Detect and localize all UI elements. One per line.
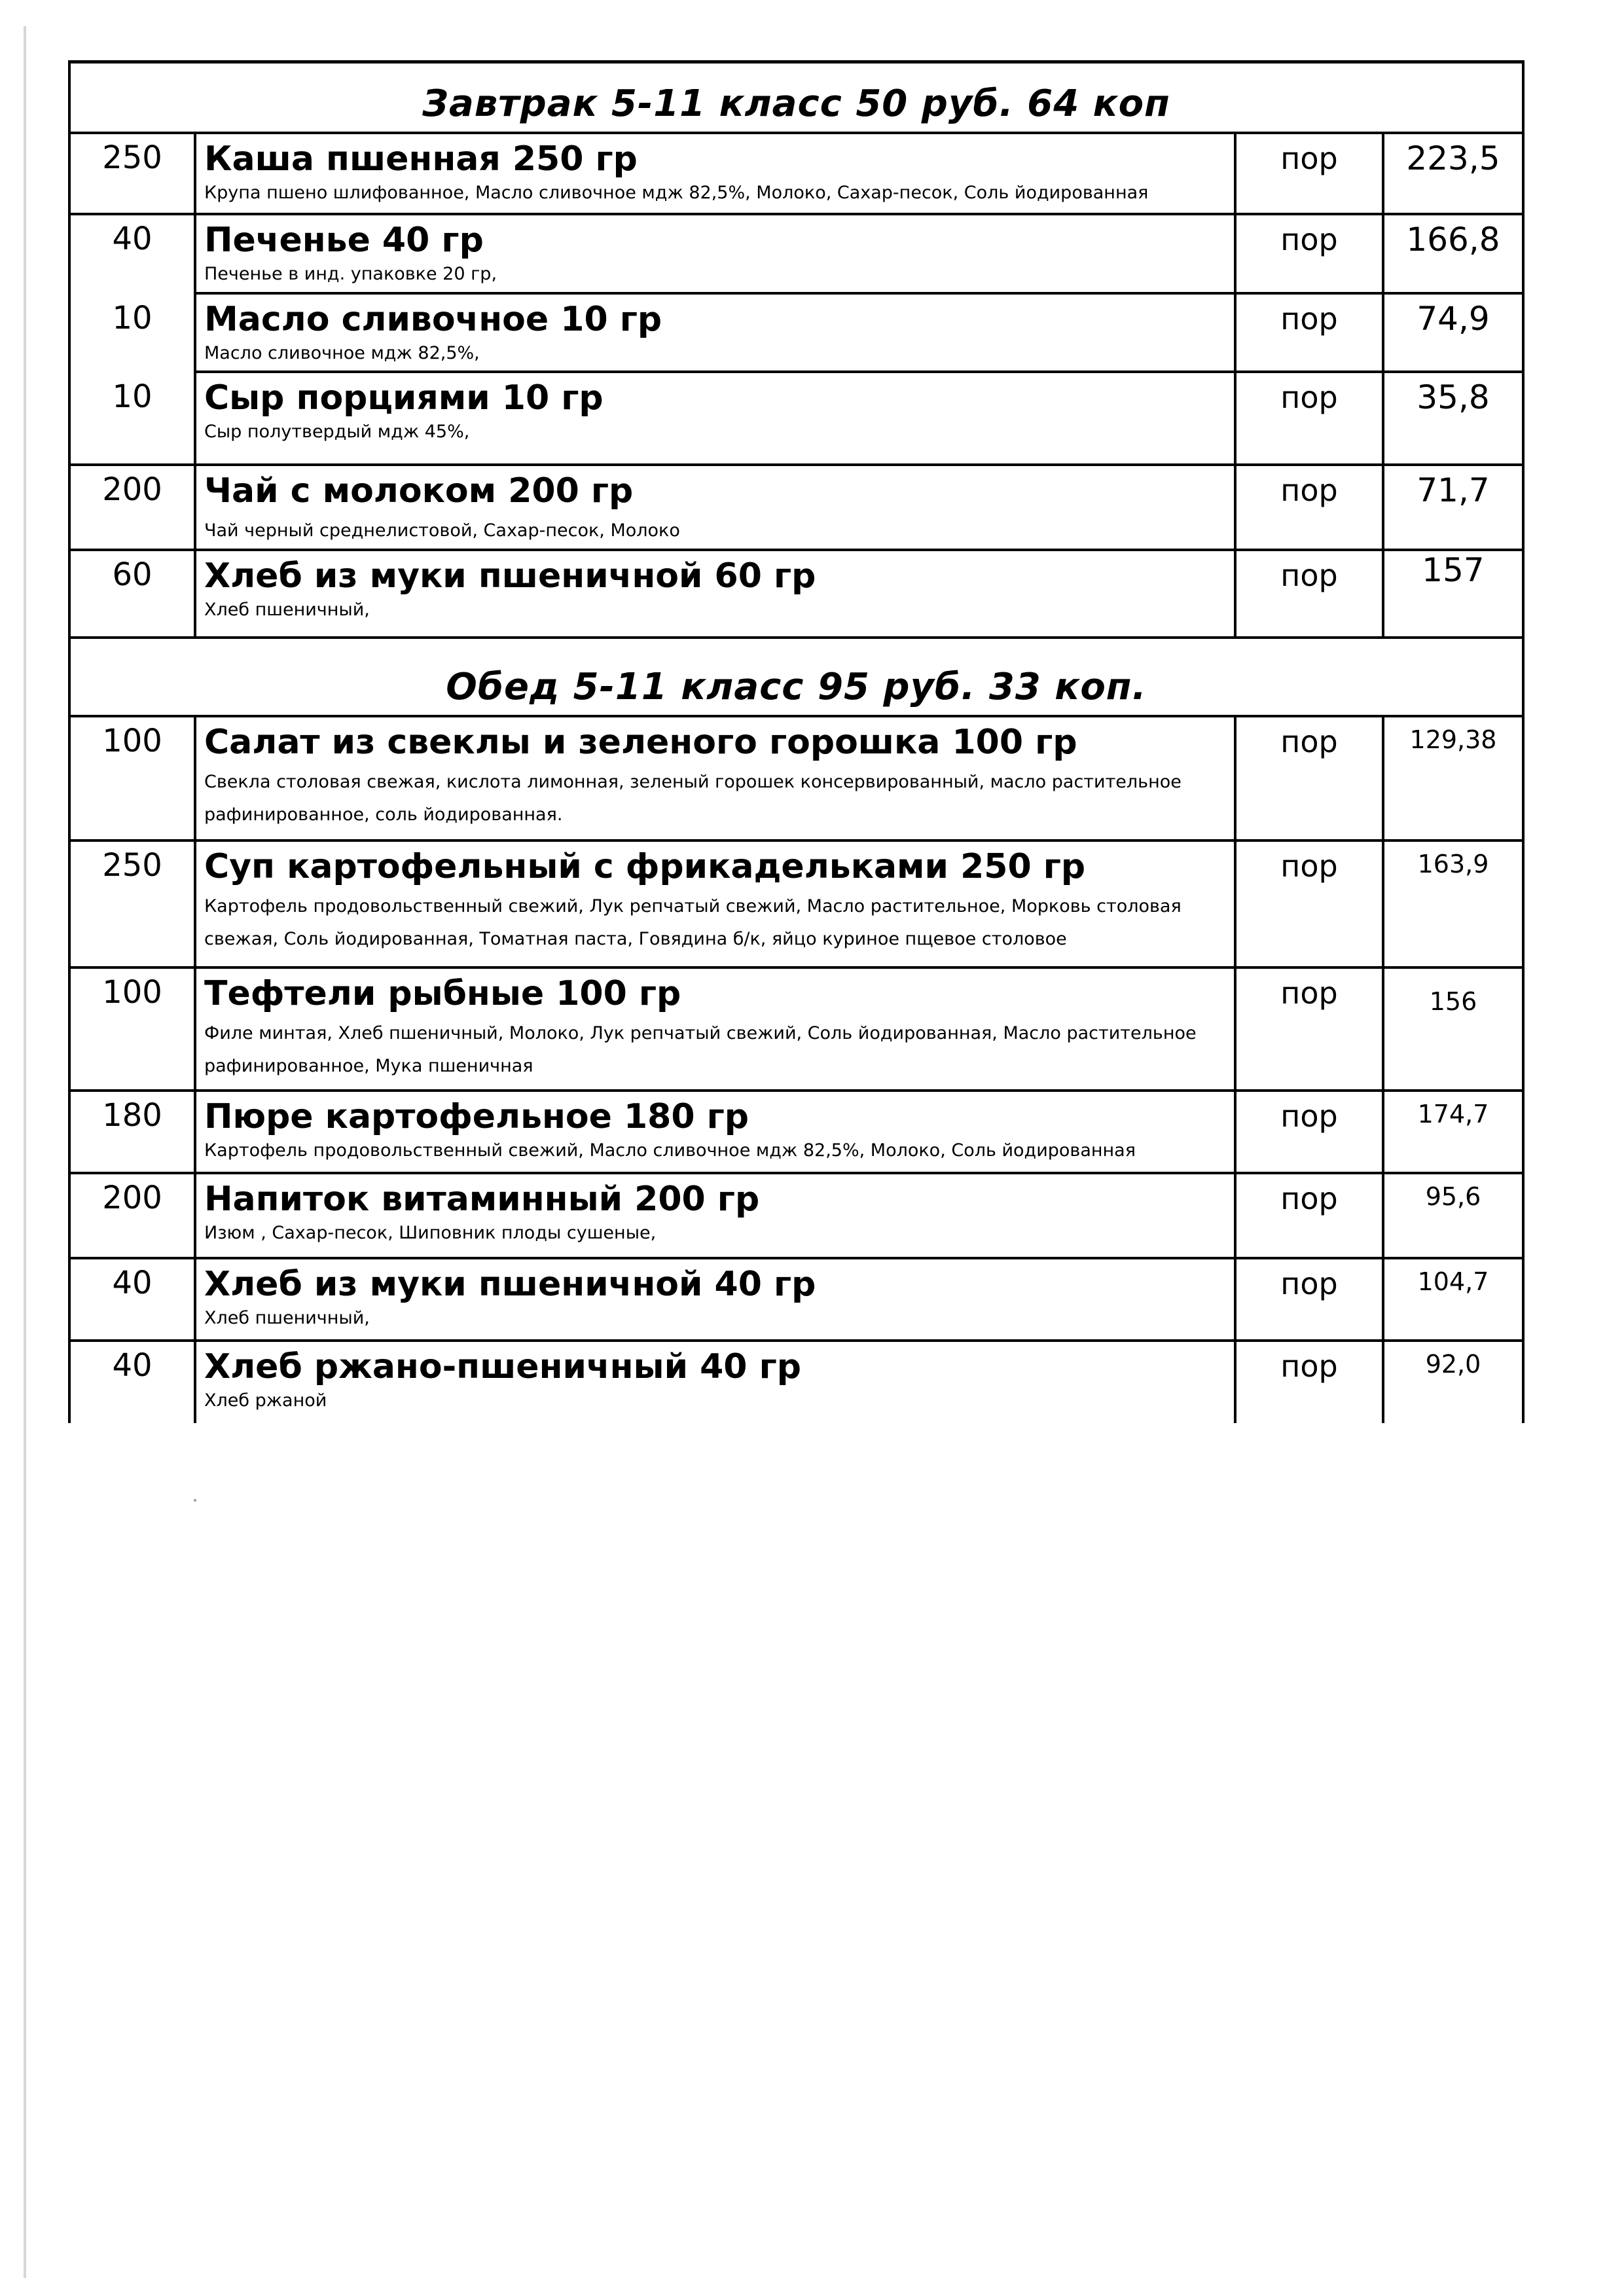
scan-speck <box>194 1499 196 1502</box>
unit-cell: пор <box>1236 466 1384 549</box>
dish-name: Каша пшенная 250 гр <box>204 139 638 179</box>
lunch-title: Обед 5-11 класс 95 руб. 33 коп. <box>446 666 1147 708</box>
unit-cell: пор <box>1236 551 1384 636</box>
weight-cell: 250 <box>71 842 196 966</box>
unit-cell: пор <box>1236 373 1384 463</box>
dish-name: Пюре картофельное 180 гр <box>204 1097 749 1136</box>
dish-name: Хлеб из муки пшеничной 40 гр <box>204 1265 816 1304</box>
dish-cell <box>196 842 1236 966</box>
dish-cell <box>196 551 1236 636</box>
price-cell: 95,6 <box>1425 1182 1481 1211</box>
dish-name: Чай с молоком 200 гр <box>204 471 634 511</box>
unit-cell: пор <box>1236 969 1384 1089</box>
price-cell: 71,7 <box>1416 471 1490 509</box>
dish-name: Напиток витаминный 200 гр <box>204 1180 760 1219</box>
menu-row <box>68 1092 1525 1174</box>
weight-cell: 40 <box>71 215 196 295</box>
price-cell: 92,0 <box>1425 1350 1481 1379</box>
weight-cell: 100 <box>71 969 196 1089</box>
dish-composition: Картофель продовольственный свежий, Масло сливочное мдж 82,5%, Молоко, Соль йодированная <box>204 1140 1136 1161</box>
weight-cell: 200 <box>71 1174 196 1257</box>
unit-cell: пор <box>1236 717 1384 839</box>
dish-composition: Хлеб пшеничный, <box>204 1308 370 1328</box>
unit-cell: пор <box>1236 1342 1384 1423</box>
menu-row <box>68 551 1525 636</box>
dish-cell <box>196 717 1236 839</box>
dish-cell <box>196 295 1236 373</box>
dish-cell <box>196 215 1236 295</box>
price-cell: 104,7 <box>1417 1267 1489 1296</box>
dish-composition: Сыр полутвердый мдж 45%, <box>204 422 470 442</box>
dish-composition: Филе минтая, Хлеб пшеничный, Молоко, Лук репчатый свежий, Соль йодированная, Масло растительное рафинированное, Мука пшеничная <box>204 1023 1197 1076</box>
dish-cell <box>196 969 1236 1089</box>
unit-cell: пор <box>1236 215 1384 295</box>
unit-cell: пор <box>1236 1092 1384 1172</box>
price-cell: 166,8 <box>1384 215 1522 295</box>
dish-name: Салат из свеклы и зеленого горошка 100 гр <box>204 723 1077 762</box>
unit-cell: пор <box>1236 295 1384 373</box>
menu-row <box>68 215 1525 295</box>
menu-row <box>68 1259 1525 1342</box>
dish-cell <box>196 1092 1236 1172</box>
price-cell: 163,9 <box>1417 850 1489 878</box>
lunch-header <box>68 636 1525 717</box>
dish-name: Сыр порциями 10 гр <box>204 378 604 418</box>
dish-name: Хлеб ржано-пшеничный 40 гр <box>204 1347 801 1386</box>
price-cell: 129,38 <box>1409 725 1497 754</box>
weight-cell: 40 <box>71 1342 196 1423</box>
price-cell: 74,9 <box>1384 295 1522 373</box>
menu-row <box>68 295 1525 373</box>
unit-cell: пор <box>1236 1259 1384 1339</box>
weight-cell: 180 <box>71 1092 196 1172</box>
weight-cell: 200 <box>71 466 196 549</box>
price-cell: 223,5 <box>1406 139 1500 177</box>
dish-composition: Свекла столовая свежая, кислота лимонная, зеленый горошек консервированный, масло растительное рафинированное, соль йодированная. <box>204 772 1182 825</box>
dish-composition: Масло сливочное мдж 82,5%, <box>204 343 480 363</box>
dish-composition: Чай черный среднелистовой, Сахар-песок, Молоко <box>204 520 680 541</box>
menu-row <box>68 1174 1525 1259</box>
breakfast-title: Завтрак 5-11 класс 50 руб. 64 коп <box>422 82 1170 125</box>
price-cell: 157 <box>1422 551 1485 589</box>
dish-name: Масло сливочное 10 гр <box>204 300 662 339</box>
dish-composition: Хлеб пшеничный, <box>204 600 370 620</box>
dish-cell <box>196 134 1236 213</box>
menu-row <box>68 717 1525 842</box>
price-cell: 156 <box>1429 987 1477 1016</box>
unit-cell: пор <box>1236 134 1384 213</box>
price-cell: 174,7 <box>1417 1100 1489 1129</box>
dish-name: Печенье 40 гр <box>204 221 484 260</box>
dish-composition: Печенье в инд. упаковке 20 гр, <box>204 264 497 284</box>
menu-row <box>68 134 1525 215</box>
dish-cell <box>196 1259 1236 1339</box>
weight-cell: 60 <box>71 551 196 636</box>
dish-name: Хлеб из муки пшеничной 60 гр <box>204 556 816 596</box>
menu-row <box>68 1342 1525 1423</box>
scan-edge-line <box>24 26 26 2278</box>
weight-cell: 40 <box>71 1259 196 1339</box>
dish-composition: Хлеб ржаной <box>204 1390 327 1411</box>
unit-cell: пор <box>1236 842 1384 966</box>
dish-name: Суп картофельный с фрикадельками 250 гр <box>204 847 1086 886</box>
dish-composition: Изюм , Сахар-песок, Шиповник плоды сушеные, <box>204 1223 657 1243</box>
dish-cell <box>196 373 1236 463</box>
dish-name: Тефтели рыбные 100 гр <box>204 974 681 1013</box>
weight-cell: 100 <box>71 717 196 839</box>
menu-row <box>68 969 1525 1092</box>
dish-cell <box>196 1342 1236 1423</box>
menu-row <box>68 373 1525 466</box>
menu-table <box>68 60 1525 1423</box>
unit-cell: пор <box>1236 1174 1384 1257</box>
weight-cell: 10 <box>71 295 196 373</box>
dish-cell <box>196 1174 1236 1257</box>
dish-composition: Крупа пшено шлифованное, Масло сливочное мдж 82,5%, Молоко, Сахар-песок, Соль йодированная <box>204 183 1149 203</box>
breakfast-header <box>68 63 1525 134</box>
menu-row <box>68 466 1525 551</box>
price-cell: 35,8 <box>1416 378 1490 416</box>
weight-cell: 10 <box>71 373 196 463</box>
dish-composition: Картофель продовольственный свежий, Лук репчатый свежий, Масло растительное, Морковь столовая свежая, Соль йодированная, Томатная паста, Говядина б/к, яйцо куриное пщевое столовое <box>204 896 1182 949</box>
dish-cell <box>196 466 1236 549</box>
menu-row <box>68 842 1525 969</box>
weight-cell: 250 <box>71 134 196 213</box>
